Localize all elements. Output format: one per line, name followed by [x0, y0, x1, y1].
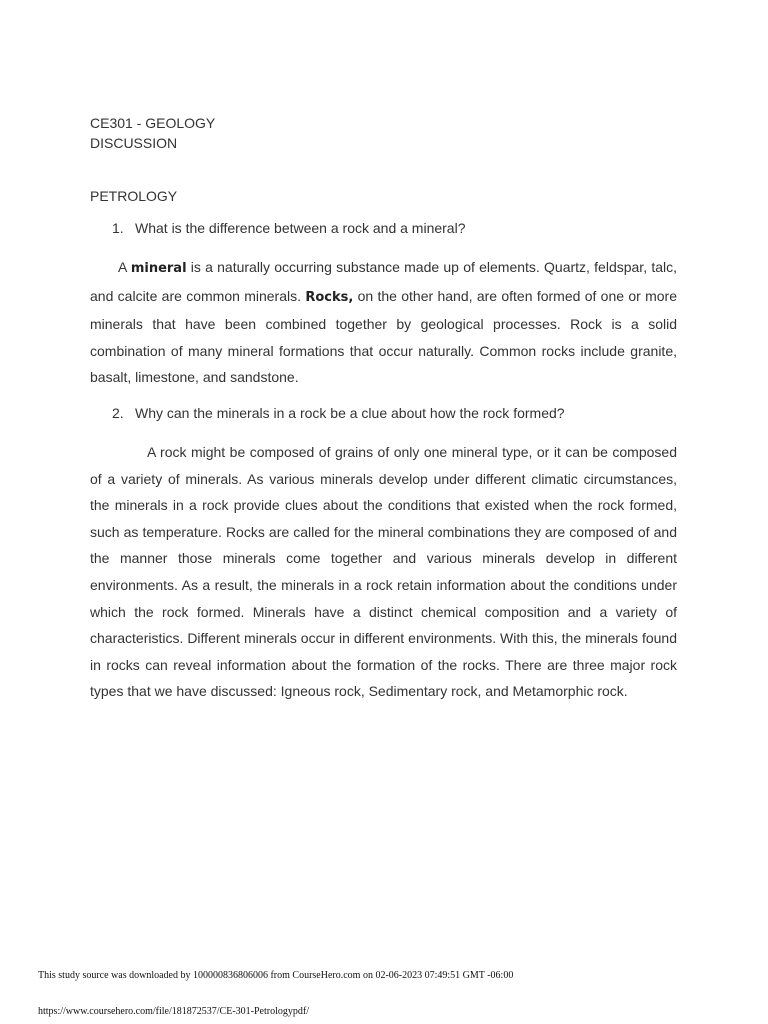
answer-text: A	[118, 259, 131, 275]
question-number: 2.	[112, 405, 124, 421]
section-title: PETROLOGY	[90, 188, 178, 204]
source-url[interactable]: https://www.coursehero.com/file/181872537/CE-301-Petrologypdf/	[38, 1006, 309, 1017]
question-text: Why can the minerals in a rock be a clue about how the rock formed?	[135, 405, 565, 421]
answer-text: on the other hand, are often formed of one or more minerals that have been combined together by geological processes. Rock is a solid combination of many mineral formations that occur naturally. Common rocks include granite, basalt, limestone, and sandstone.	[90, 287, 678, 386]
document-type: DISCUSSION	[90, 135, 178, 151]
document-header	[90, 113, 215, 153]
term-rocks: Rocks,	[305, 289, 354, 305]
question-1	[112, 218, 465, 238]
course-title: CE301 - GEOLOGY	[90, 115, 216, 131]
answer-1-paragraph	[90, 254, 677, 391]
question-number: 1.	[112, 220, 124, 236]
source-footer: This study source was downloaded by 100000836806006 from CourseHero.com on 02-06-2023 07:49:51 GMT -06:00	[38, 970, 514, 981]
question-2	[112, 403, 565, 423]
term-mineral: mineral	[130, 261, 187, 276]
answer-text: is a naturally occurring substance made up of elements. Quartz, feldspar, talc, and calcite are common minerals.	[90, 259, 677, 304]
question-text: What is the difference between a rock and a mineral?	[135, 220, 466, 236]
answer-2-paragraph: A rock might be composed of grains of only one mineral type, or it can be composed of a variety of minerals. As various minerals develop under different climatic circumstances, the minerals in a rock provide clues about the conditions that existed when the rock formed, such as temperature. Rocks are called for the mineral combinations they are composed of and the manner those minerals come together and various minerals develop in different environments. As a result, the minerals in a rock retain information about the conditions under which the rock formed. Minerals have a distinct chemical composition and a variety of characteristics. Different minerals occur in different environments. With this, the minerals found in rocks can reveal information about the formation of the rocks. There are three major rock types that we have discussed: Igneous rock, Sedimentary rock, and Metamorphic rock.	[90, 444, 677, 700]
